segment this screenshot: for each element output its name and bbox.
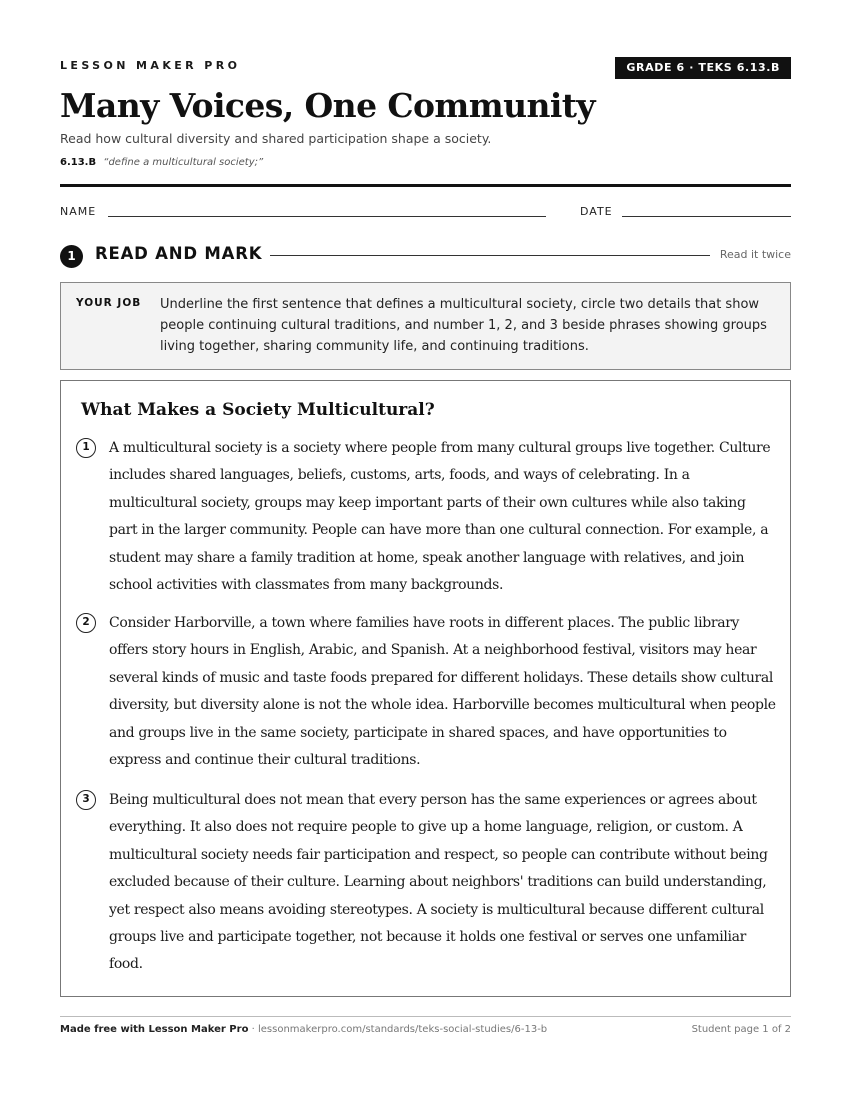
name-date-row (60, 205, 791, 219)
header-top (60, 57, 791, 79)
section-header (60, 243, 791, 269)
step-number-badge: 1 (60, 245, 83, 268)
paragraph-number: 3 (76, 790, 96, 810)
standard-line (60, 157, 263, 168)
paragraph-number: 1 (76, 438, 96, 458)
section-divider (270, 255, 710, 256)
footer-made-with: Made free with Lesson Maker Pro (60, 1024, 249, 1035)
your-job-label: YOUR JOB (76, 297, 142, 309)
paragraph-number: 2 (76, 613, 96, 633)
section-note: Read it twice (719, 248, 791, 261)
date-field[interactable] (622, 216, 791, 217)
name-field[interactable] (108, 216, 546, 217)
footer-divider (60, 1016, 791, 1017)
footer-page-number: Student page 1 of 2 (691, 1024, 791, 1035)
standard-text: “define a multicultural society;” (103, 157, 264, 168)
brand-name: LESSON MAKER PRO (60, 59, 241, 72)
reading-title: What Makes a Society Multicultural? (81, 400, 435, 420)
worksheet-page (60, 0, 791, 1100)
your-job-instructions: Underline the first sentence that defines a multicultural society, circle two details that show people continuing cultural traditions, and number 1, 2, and 3 beside phrases showing groups living together, sharing community life, and continuing traditions. (160, 297, 767, 354)
footer-credit (60, 1024, 547, 1035)
section-title: READ AND MARK (95, 244, 263, 263)
footer-url[interactable]: lessonmakerpro.com/standards/teks-social-studies/6-13-b (257, 1024, 548, 1035)
page-title: Many Voices, One Community (60, 86, 596, 125)
paragraph-text: A multicultural society is a society where people from many cultural groups live together. Culture includes shared languages, beliefs, customs, arts, foods, and ways of celebrating. In a multicultural society, groups may keep important parts of their own cultures while also taking part in the larger community. People can have more than one cultural connection. For example, a student may share a family tradition at home, speak another language with relatives, and join school activities with classmates from many backgrounds. (109, 440, 771, 594)
standard-code: 6.13.B (60, 157, 97, 168)
date-label: DATE (580, 205, 613, 218)
reading-passage (60, 380, 791, 997)
grade-badge: GRADE 6 · TEKS 6.13.B (615, 57, 791, 79)
paragraph-text: Consider Harborville, a town where families have roots in different places. The public library offers story hours in English, Arabic, and Spanish. At a neighborhood festival, visitors may hear several kinds of music and taste foods prepared for different holidays. These details show cultural diversity, but diversity alone is not the whole idea. Harborville becomes multicultural when people and groups live in the same society, participate in shared spaces, and have opportunities to express and continue their cultural traditions. (109, 615, 776, 769)
header-divider (60, 184, 791, 187)
your-job-box (60, 282, 791, 370)
page-subtitle: Read how cultural diversity and shared participation shape a society. (60, 131, 492, 146)
name-label: NAME (60, 205, 97, 218)
footer-separator: · (248, 1024, 258, 1035)
paragraph-text: Being multicultural does not mean that every person has the same experiences or agrees about everything. It also does not require people to give up a home language, religion, or custom. A multicultural society needs fair participation and respect, so people can contribute without being excluded because of their culture. Learning about neighbors' traditions can build understanding, yet respect also means avoiding stereotypes. A society is multicultural because different cultural groups live and participate together, not because it holds one festival or serves one unfamiliar food. (109, 792, 768, 973)
